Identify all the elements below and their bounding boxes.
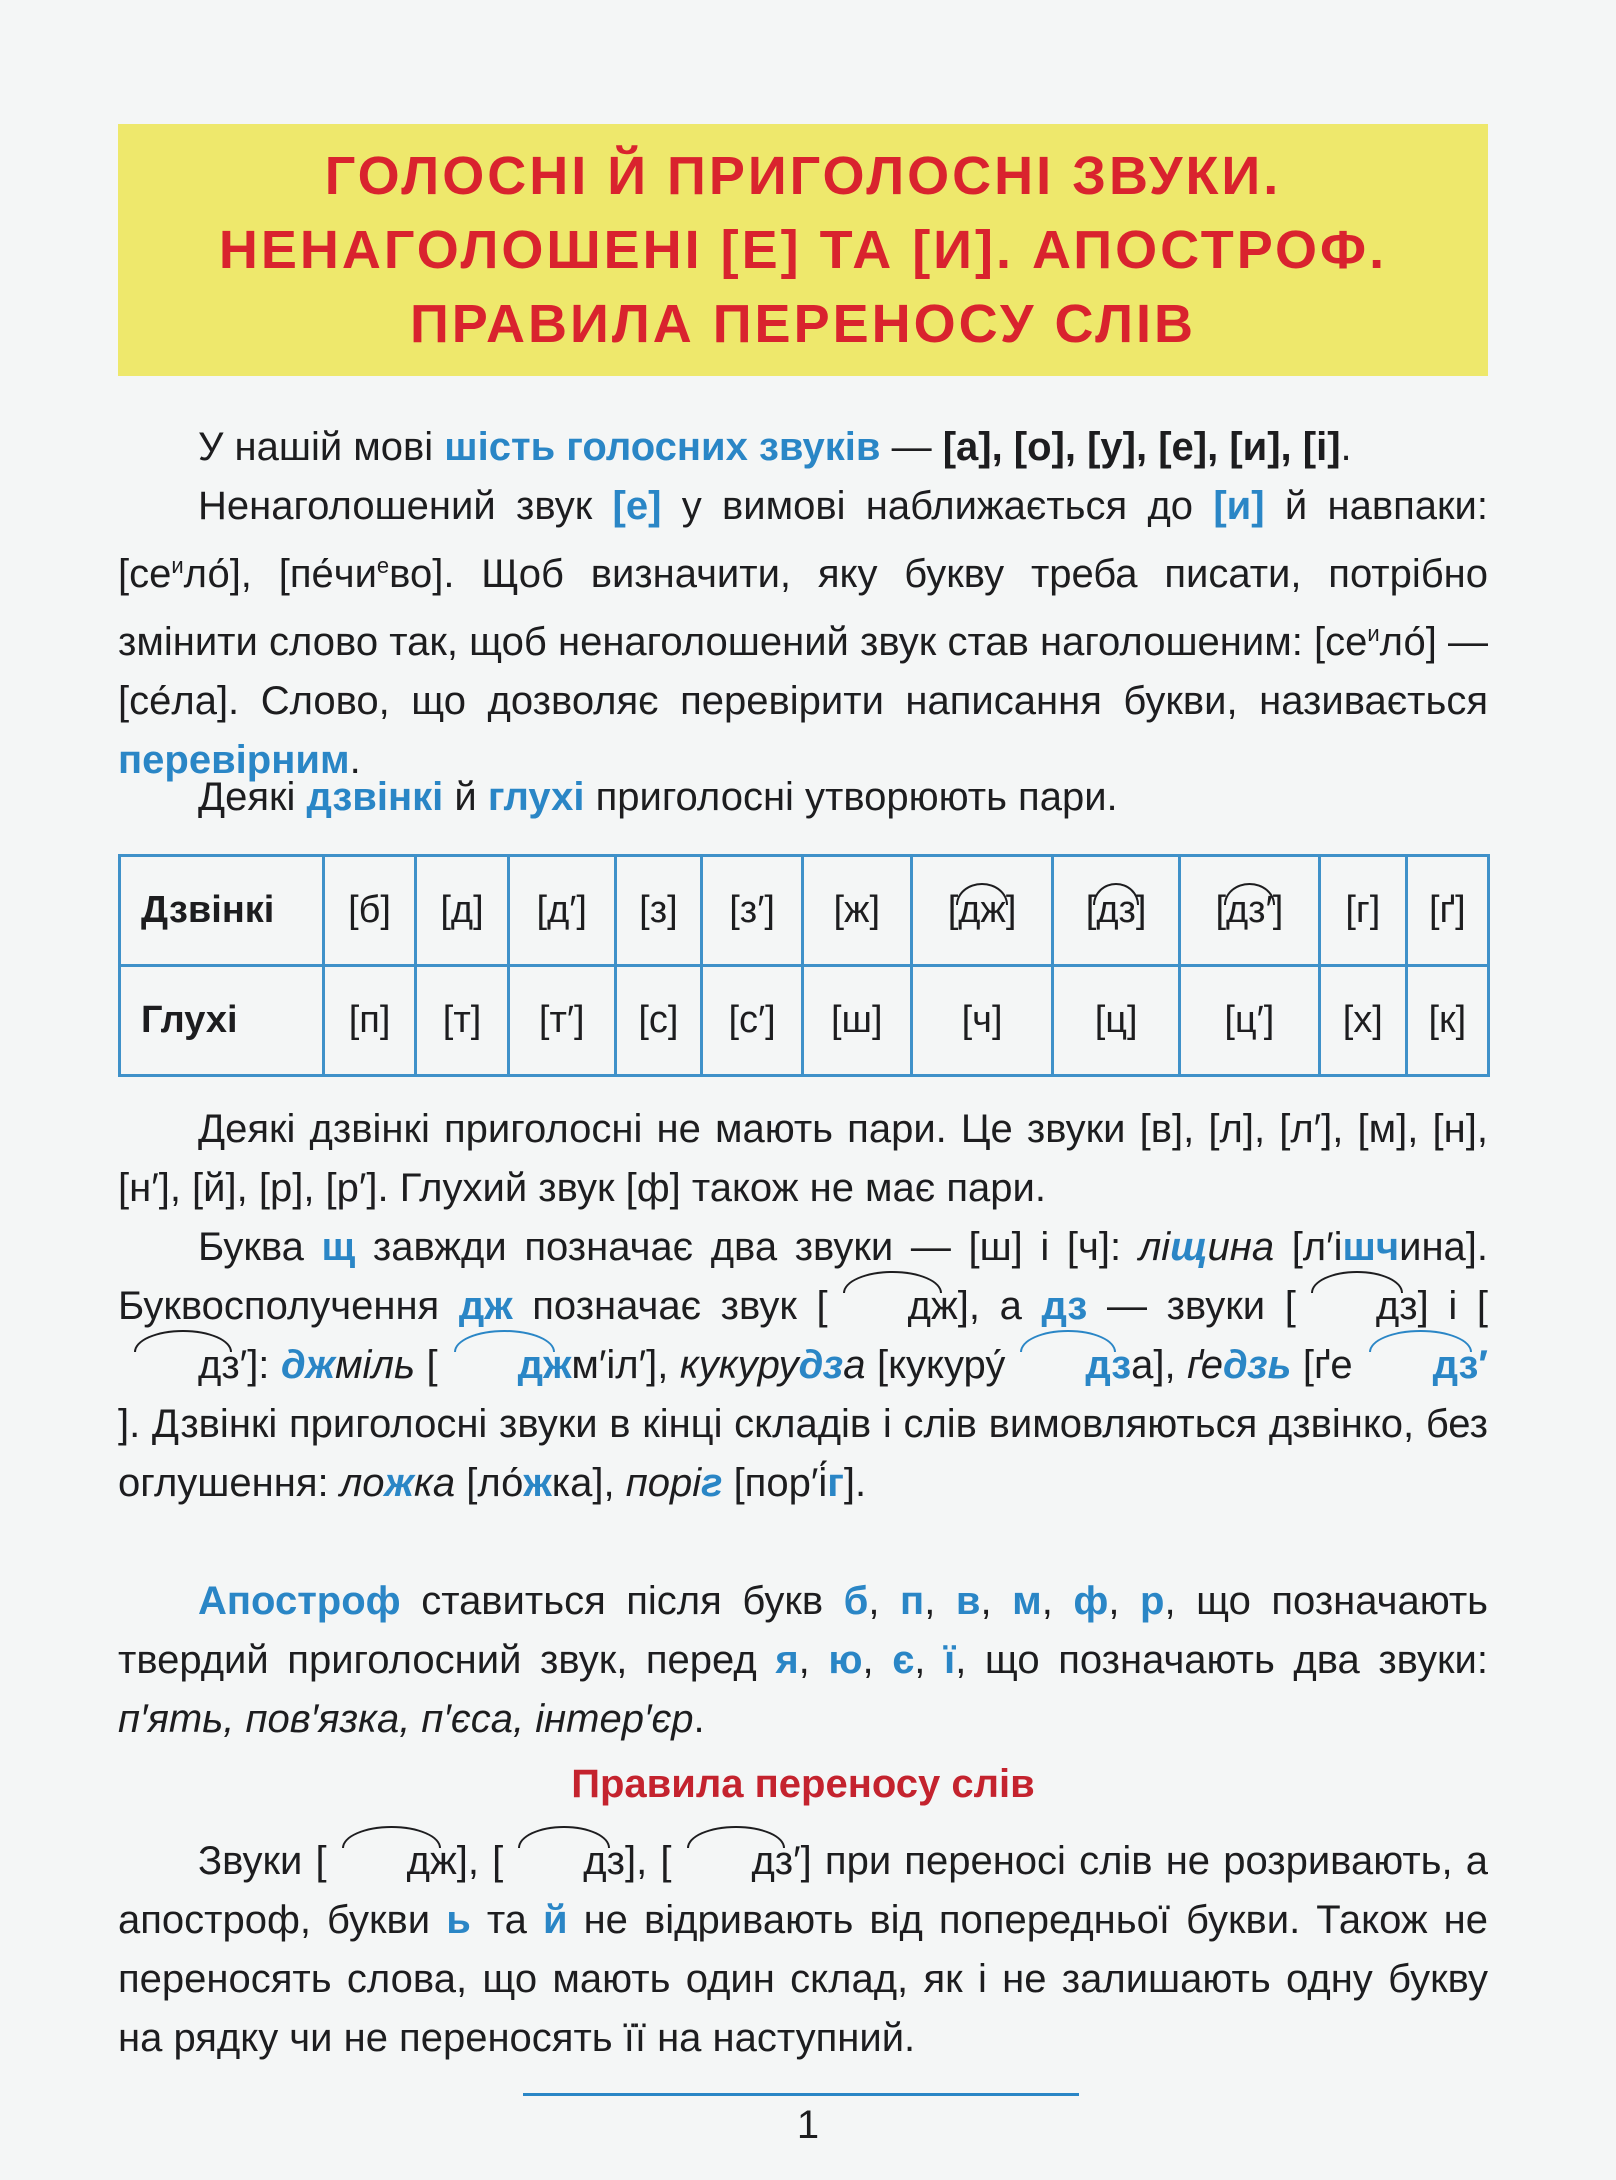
text: а], [1131, 1343, 1188, 1387]
example-word: ка [413, 1461, 456, 1505]
table-cell: [д] [416, 856, 509, 966]
affricate-mark: дз′ [1353, 1336, 1488, 1395]
text: м′іл′], [571, 1343, 680, 1387]
table-cell [911, 856, 1053, 966]
example-letter: дз [798, 1343, 844, 1387]
text: у вимові наближається до [661, 484, 1214, 528]
affricate-mark: дж [327, 1832, 457, 1891]
affricate-mark: [дз′] [1215, 889, 1284, 931]
example-words: п′ять, пов′язка, п′єса, інтер′єр [118, 1697, 694, 1741]
table-cell: [ґ] [1406, 856, 1488, 966]
text: [кукуру́ [865, 1343, 1006, 1387]
text: ставиться після букв [400, 1579, 844, 1623]
text: та [470, 1898, 543, 1942]
highlight: б [843, 1579, 869, 1623]
highlight: щ [321, 1225, 356, 1269]
example-letter: дзь [1222, 1343, 1292, 1387]
text: , [1041, 1579, 1074, 1623]
highlight: є [892, 1638, 915, 1682]
example-word: ло [339, 1461, 385, 1505]
paragraph-apostrophe [118, 1572, 1488, 1749]
text: , [914, 1638, 944, 1682]
table-cell: [с′] [702, 966, 802, 1076]
text: ]. [843, 1461, 867, 1505]
superscript: е [376, 553, 390, 578]
text: . [693, 1697, 705, 1741]
text: не відривають від попередньої букви. Також не переносять слова, що мають один склад, як і не залишають одну букву на рядку чи не переносять її на наступний. [118, 1898, 1489, 2060]
row-header: Дзвінкі [120, 856, 324, 966]
text: ], а [957, 1284, 1042, 1328]
example-word: міль [335, 1343, 416, 1387]
page-number: 1 [796, 2103, 820, 2147]
text: [пор′і́ [722, 1461, 828, 1505]
text: ], [ [456, 1839, 504, 1883]
highlight: [и] [1213, 484, 1265, 528]
example-word: ина [1207, 1225, 1275, 1269]
text: [ло́ [455, 1461, 524, 1505]
affricate-mark: дз′ [118, 1336, 247, 1395]
affricate-mark: дз [503, 1832, 625, 1891]
affricate-mark: дз [1005, 1336, 1131, 1395]
table-cell: [ж] [802, 856, 911, 966]
highlight: п [900, 1579, 925, 1623]
table-cell: [к] [1406, 966, 1488, 1076]
highlight: дзвінкі [306, 775, 444, 819]
example-letter: щ [1170, 1225, 1208, 1269]
table-cell: [с] [615, 966, 702, 1076]
affricate-mark: дз [1296, 1277, 1418, 1336]
row-header: Глухі [120, 966, 324, 1076]
table-cell: [ш] [802, 966, 911, 1076]
highlight: р [1140, 1579, 1165, 1623]
highlight: дж [458, 1284, 513, 1328]
highlight: ю [828, 1638, 863, 1682]
text: ], [ [624, 1839, 672, 1883]
table-cell [1179, 856, 1319, 966]
text: ]. Дзвінкі приголосні звуки в кінці складів і слів вимовляються дзвінко, без оглушення: [118, 1402, 1488, 1505]
text: Деякі [198, 775, 307, 819]
table-cell [1053, 856, 1179, 966]
text: [ [415, 1343, 438, 1387]
title-line-3: ПРАВИЛА ПЕРЕНОСУ СЛІВ [409, 294, 1197, 354]
text: Звуки [ [198, 1839, 327, 1883]
section-subheading: Правила переносу слів [571, 1762, 1035, 1806]
example-word: ґе [1187, 1343, 1223, 1387]
text: , [798, 1638, 829, 1682]
text: [ґе [1291, 1343, 1353, 1387]
text: , що позначають два звуки: [955, 1638, 1488, 1682]
text: Ненаголошений звук [198, 484, 613, 528]
text: ] при переносі слів не розривають, а апостроф, букви [118, 1839, 1489, 1942]
text: У нашій мові [198, 425, 445, 469]
table-row-voiceless [120, 966, 1489, 1076]
text: , що позначають твердий приголосний звук, перед [118, 1579, 1488, 1682]
text: , [862, 1638, 893, 1682]
text: — [880, 425, 943, 469]
text: . [349, 738, 361, 782]
highlight: ь [446, 1898, 471, 1942]
table-cell: [д′] [508, 856, 615, 966]
text: . [1340, 425, 1352, 469]
text: й навпаки: [се [118, 484, 1488, 596]
paragraph-pairs-intro [118, 768, 1488, 827]
example-word: порі [625, 1461, 702, 1505]
example-letter: ж [384, 1461, 414, 1505]
paragraph-unpaired [118, 1100, 1488, 1218]
table-row-voiced [120, 856, 1489, 966]
paragraph-unstressed [118, 477, 1488, 790]
example-letter: дж [280, 1343, 336, 1387]
superscript: и [171, 553, 184, 578]
highlight: г [827, 1461, 844, 1505]
highlight: ж [523, 1461, 552, 1505]
footer-divider [523, 2093, 1079, 2096]
table-cell: [п] [324, 966, 416, 1076]
example-word: лі [1138, 1225, 1171, 1269]
text: , [868, 1579, 901, 1623]
highlight: ї [943, 1638, 956, 1682]
paragraph-vowels [118, 418, 1488, 477]
paragraph-letters [118, 1218, 1488, 1513]
table-cell: [з] [615, 856, 702, 966]
text: ло́], [пе́чи [183, 552, 377, 596]
text: ]: [247, 1343, 281, 1387]
example-word: а [843, 1343, 866, 1387]
table-cell: [з′] [702, 856, 802, 966]
table-cell: [т] [416, 966, 509, 1076]
text: — звуки [ [1087, 1284, 1296, 1328]
table-cell: [б] [324, 856, 416, 966]
highlight: в [955, 1579, 981, 1623]
table-cell: [ч] [911, 966, 1053, 1076]
table-cell: [т′] [508, 966, 615, 1076]
text: ] і [ [1417, 1284, 1489, 1328]
affricate-mark: дз′ [671, 1832, 800, 1891]
highlight: й [542, 1898, 568, 1942]
text: завжди позначає два звуки — [ш] і [ч]: [355, 1225, 1139, 1269]
example-word: кукуру [679, 1343, 799, 1387]
superscript: и [1367, 621, 1380, 646]
title-line-2: НЕНАГОЛОШЕНІ [Е] ТА [И]. АПОСТРОФ. [218, 220, 1388, 280]
affricate-mark: [дз] [1085, 889, 1147, 931]
highlight: ф [1073, 1579, 1109, 1623]
text: ина]. Буквосполучення [118, 1225, 1488, 1328]
text: й [443, 775, 488, 819]
affricate-mark: [дж] [947, 889, 1017, 931]
title-line-1: ГОЛОСНІ Й ПРИГОЛОСНІ ЗВУКИ. [324, 146, 1282, 206]
table-cell: [ц′] [1179, 966, 1319, 1076]
vowel-list: [а], [о], [у], [е], [и], [і] [942, 425, 1341, 469]
affricate-mark: дж [828, 1277, 958, 1336]
text: , [980, 1579, 1013, 1623]
highlight: перевірним [118, 738, 350, 782]
table-cell: [ц] [1053, 966, 1179, 1076]
text: во]. Щоб визначити, яку букву треба писати, потрібно змінити слово так, щоб ненаголошений звук став наголошеним: [се [118, 552, 1489, 664]
table-cell: [г] [1319, 856, 1406, 966]
text: приголосні утворюють пари. [584, 775, 1118, 819]
text: , [1108, 1579, 1141, 1623]
highlight: шч [1342, 1225, 1400, 1269]
highlight: м [1012, 1579, 1042, 1623]
highlight: Апостроф [198, 1579, 401, 1623]
table-cell: [х] [1319, 966, 1406, 1076]
highlight: глухі [487, 775, 585, 819]
text: , [924, 1579, 956, 1623]
paragraph-hyphenation [118, 1832, 1488, 2068]
highlight: [е] [612, 484, 662, 528]
text: ка], [551, 1461, 626, 1505]
text: Буква [198, 1225, 322, 1269]
highlight: шість голосних звуків [444, 425, 881, 469]
highlight: я [775, 1638, 799, 1682]
text: позначає звук [ [512, 1284, 828, 1328]
text: ло́] — [се́ла]. Слово, що дозволяє перевірити написання букви, називається [118, 620, 1489, 723]
affricate-mark: дж [438, 1336, 572, 1395]
text: [л′і [1274, 1225, 1343, 1269]
text: Деякі дзвінкі приголосні не мають пари. Це звуки [в], [л], [л′], [м], [н], [н′], [й], [р], [р′]. Глухий звук [ф] також не має пари. [118, 1107, 1488, 1210]
title-banner [118, 124, 1488, 376]
example-letter: г [701, 1461, 723, 1505]
highlight: дз [1041, 1284, 1088, 1328]
consonant-pairs-table [118, 854, 1490, 1077]
